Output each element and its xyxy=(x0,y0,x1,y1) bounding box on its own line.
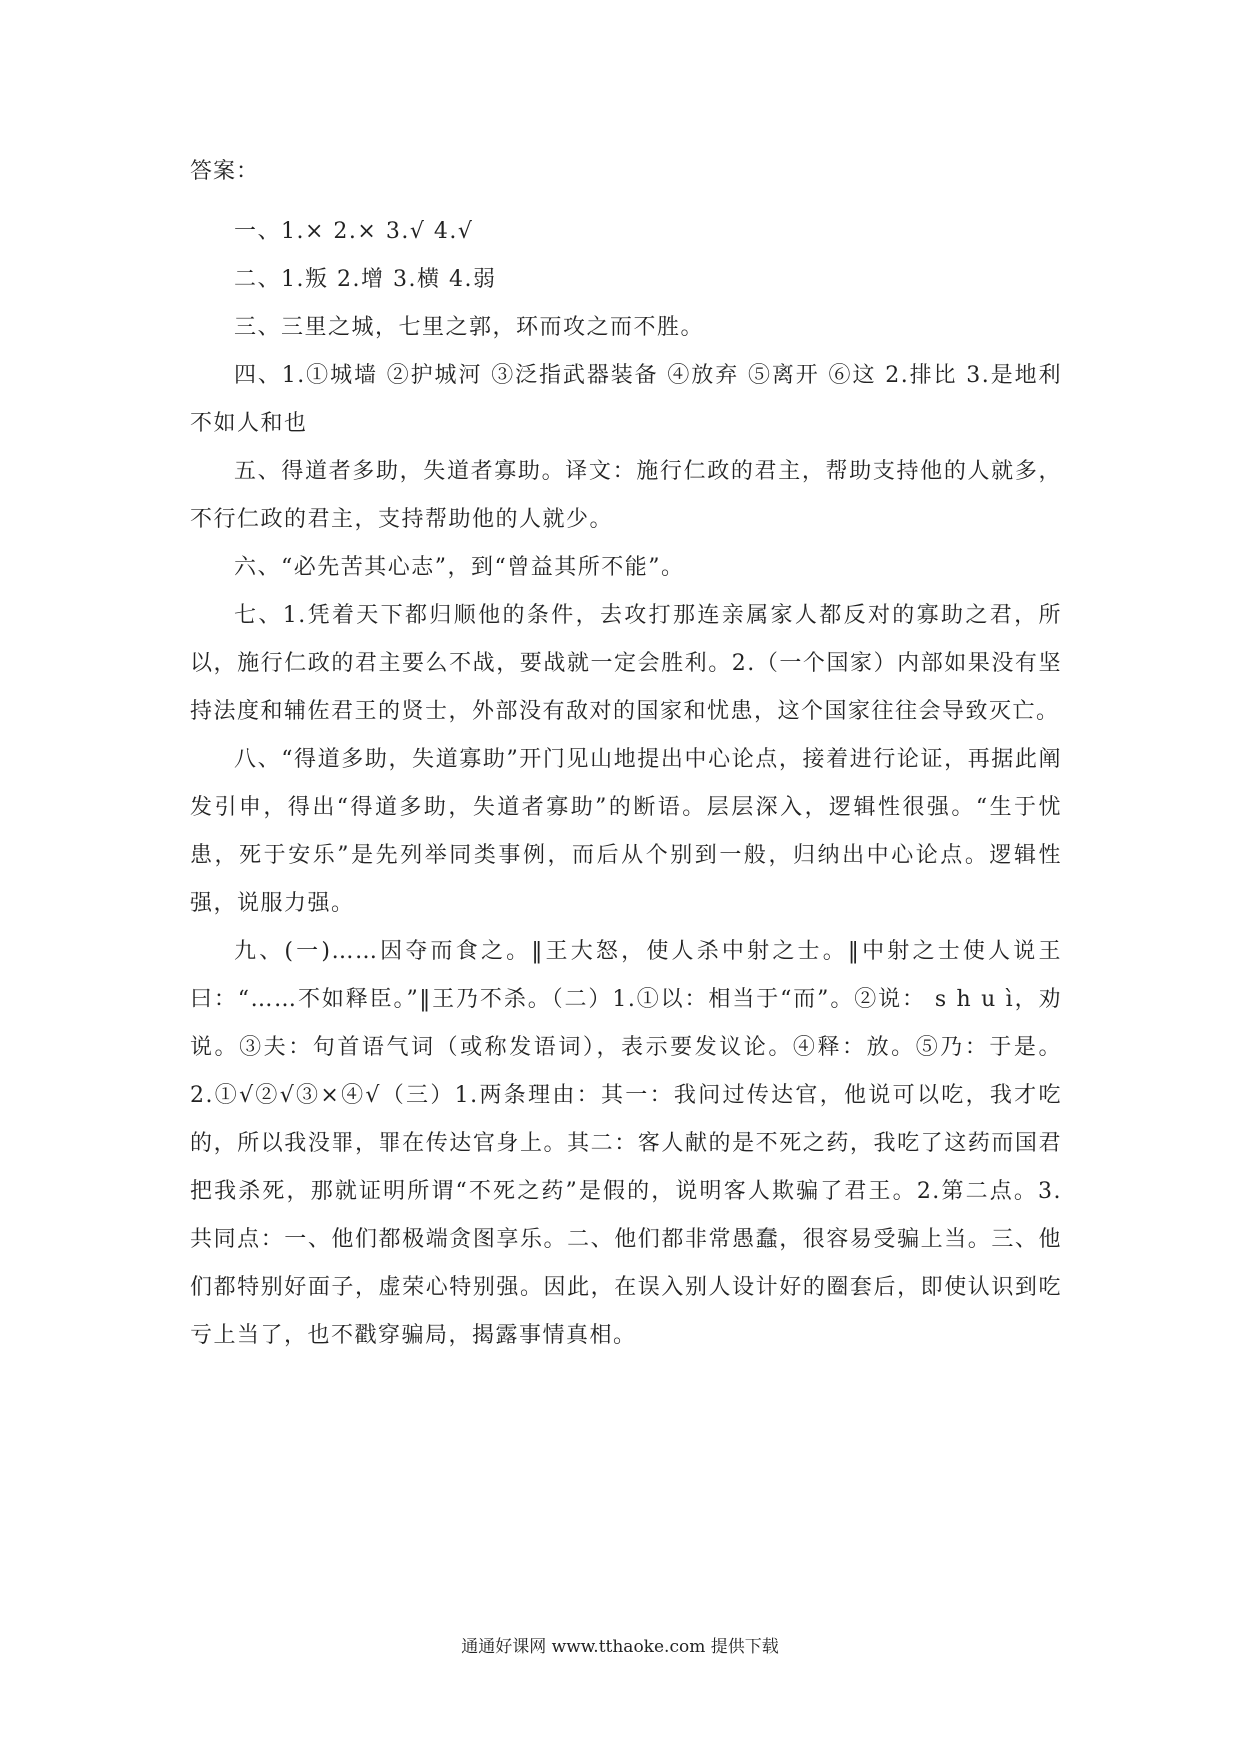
answer-item-4: 四、1.①城墙 ②护城河 ③泛指武器装备 ④放弃 ⑤离开 ⑥这 2.排比 3.是地利不如人和也 xyxy=(190,363,1062,436)
answer-item-3: 三、三里之城，七里之郭，环而攻之而不胜。 xyxy=(234,315,705,340)
answer-item-5: 五、得道者多助，失道者寡助。译文：施行仁政的君主，帮助支持他的人就多，不行仁政的君主，支持帮助他的人就少。 xyxy=(190,459,1062,532)
answer-content xyxy=(190,158,1062,1360)
answer-item-9: 九、(一)……因夺而食之。‖王大怒，使人杀中射之士。‖中射之士使人说王曰：“……不如释臣。”‖王乃不杀。（二）1.①以：相当于“而”。②说： s h u ì，劝说。③夫：句首语气词（或称发语词），表示要发议论。④释：放。⑤乃：于是。2.①√②√③×④√（三）1.两条理由：其一：我问过传达官，他说可以吃，我才吃的，所以我没罪，罪在传达官身上。其二：客人献的是不死之药，我吃了这药而国君把我杀死，那就证明所谓“不死之药”是假的，说明客人欺骗了君王。2.第二点。3.共同点：一、他们都极端贪图享乐。二、他们都非常愚蠢，很容易受骗上当。三、他们都特别好面子，虚荣心特别强。因此，在误入别人设计好的圈套后，即使认识到吃亏上当了，也不戳穿骗局，揭露事情真相。 xyxy=(190,939,1062,1348)
answer-item-2: 二、1.叛 2.增 3.横 4.弱 xyxy=(234,267,497,292)
answers-heading: 答案： xyxy=(190,159,260,184)
answer-item-1: 一、1.× 2.× 3.√ 4.√ xyxy=(234,219,474,244)
answer-item-8: 八、“得道多助，失道寡助”开门见山地提出中心论点，接着进行论证，再据此阐发引申，得出“得道多助，失道者寡助”的断语。层层深入，逻辑性很强。“生于忧患，死于安乐”是先列举同类事例，而后从个别到一般，归纳出中心论点。逻辑性强，说服力强。 xyxy=(190,747,1062,916)
answer-item-7: 七、1.凭着天下都归顺他的条件，去攻打那连亲属家人都反对的寡助之君，所以，施行仁政的君主要么不战，要战就一定会胜利。2.（一个国家）内部如果没有坚持法度和辅佐君王的贤士，外部没有敌对的国家和忧患，这个国家往往会导致灭亡。 xyxy=(190,603,1062,724)
page-footer: 通通好课网 www.tthaoke.com 提供下载 xyxy=(461,1637,779,1657)
answer-item-6: 六、“必先苦其心志”，到“曾益其所不能”。 xyxy=(234,555,685,580)
